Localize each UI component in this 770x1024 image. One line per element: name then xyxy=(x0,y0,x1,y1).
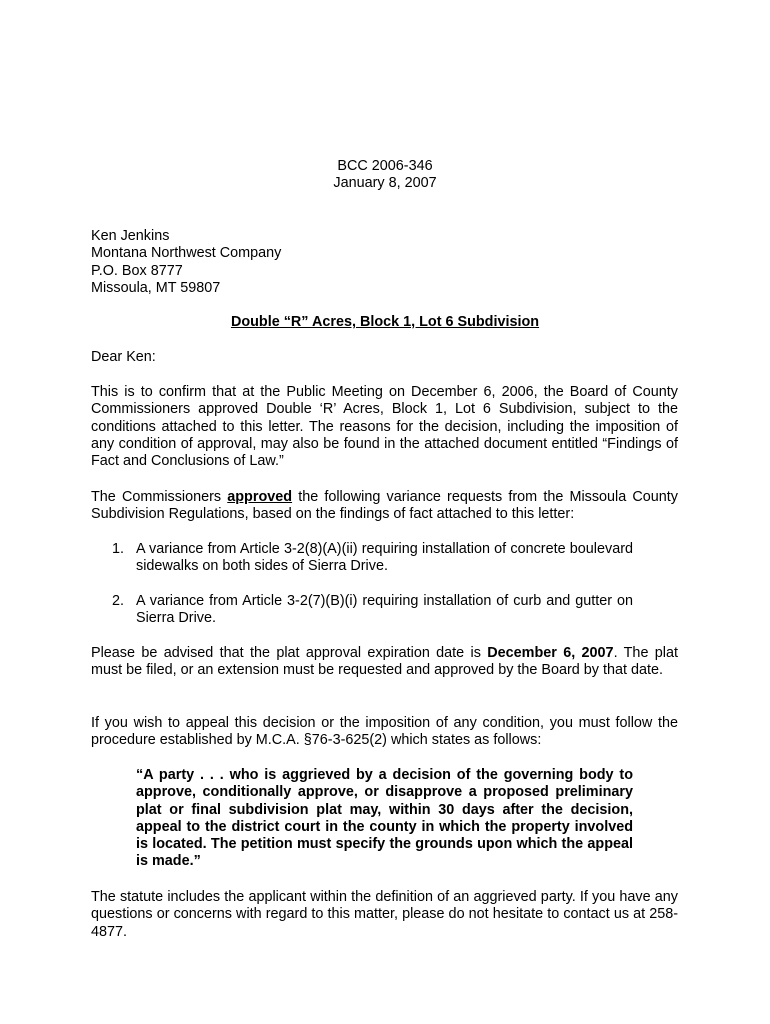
salutation: Dear Ken: xyxy=(91,349,156,365)
recipient-city-state-zip: Missoula, MT 59807 xyxy=(91,279,221,296)
paragraph-variances-intro-before: The Commissioners xyxy=(91,489,228,505)
paragraph-appeal: If you wish to appeal this decision or the imposition of any condition, you must follow the procedure established by M.C.A. §76-3-625(2) which states as follows: xyxy=(91,715,678,749)
paragraph-expiration xyxy=(91,645,678,680)
variance-number: 1. xyxy=(112,541,125,557)
paragraph-variances-intro xyxy=(91,489,678,524)
statute-quote: “A party . . . who is aggrieved by a decision of the governing body to approve, conditionally approve, or disapprove a proposed preliminary plat or final subdivision plat may, within 30 days after the decision, appeal to the district court in the county in which the property involved is located. The petition must specify the grounds upon which the appeal is made.” xyxy=(136,767,633,870)
variance-number: 2. xyxy=(112,593,125,609)
paragraph-expiration-after: . The plat must be filed, or an extension must be requested and approved by the Board by that date. xyxy=(91,645,678,679)
recipient-po-box: P.O. Box 8777 xyxy=(91,262,183,279)
letter-date: January 8, 2007 xyxy=(333,175,437,192)
recipient-company: Montana Northwest Company xyxy=(91,245,282,262)
expiration-date: December 6, 2007 xyxy=(487,645,614,661)
subject-line: Double “R” Acres, Block 1, Lot 6 Subdivision xyxy=(230,314,540,330)
approved-emphasis: approved xyxy=(227,489,293,505)
variance-text: A variance from Article 3-2(7)(B)(i) requiring installation of curb and gutter on Sierra Drive. xyxy=(136,593,633,627)
letter-header xyxy=(0,158,770,193)
paragraph-confirmation: This is to confirm that at the Public Meeting on December 6, 2006, the Board of County Commissioners approved Double ‘R’ Acres, Block 1, Lot 6 Subdivision, subject to the conditions attached to this letter. The reasons for the decision, including the imposition of any condition of approval, may also be found in the attached document entitled “Findings of Fact and Conclusions of Law.” xyxy=(91,384,678,470)
paragraph-closing: The statute includes the applicant within the definition of an aggrieved party. If you have any questions or concerns with regard to this matter, please do not hesitate to contact us at 258-4877. xyxy=(91,889,678,940)
paragraph-variances-intro-after: the following variance requests from the Missoula County Subdivision Regulations, based on the findings of fact attached to this letter: xyxy=(91,489,678,523)
variance-item-1 xyxy=(112,541,633,576)
recipient-name: Ken Jenkins xyxy=(91,228,170,244)
variance-text: A variance from Article 3-2(8)(A)(ii) requiring installation of concrete boulevard sidewalks on both sides of Sierra Drive. xyxy=(136,541,633,575)
recipient-address xyxy=(91,228,281,297)
reference-number: BCC 2006-346 xyxy=(337,158,433,174)
variance-item-2 xyxy=(112,593,633,628)
paragraph-expiration-before: Please be advised that the plat approval expiration date is xyxy=(91,645,488,661)
